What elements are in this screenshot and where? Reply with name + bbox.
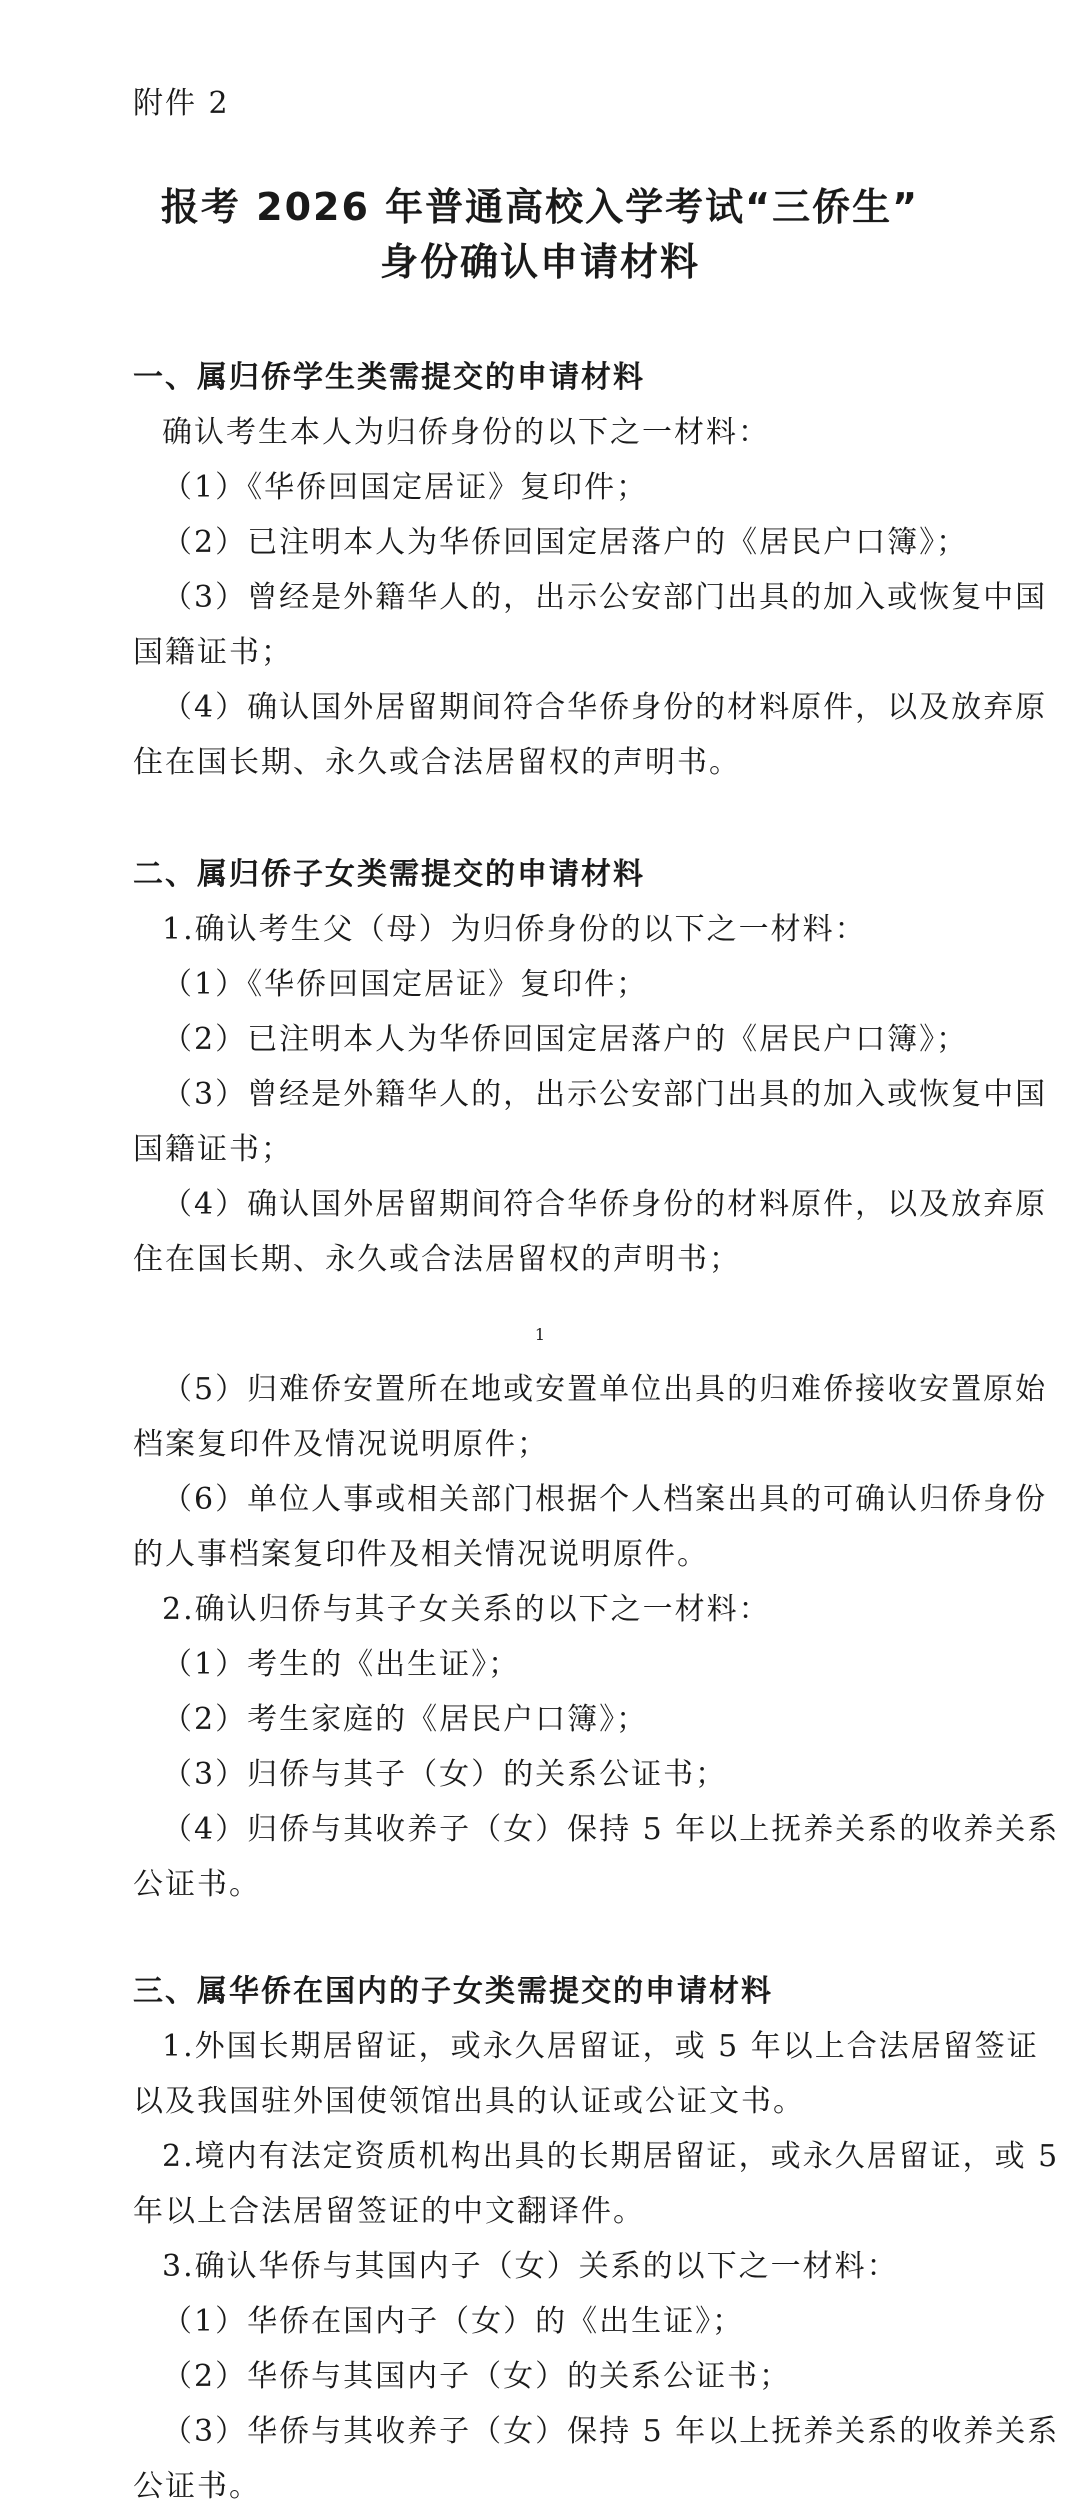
section-2-sub-1: 1.确认考生父（母）为归侨身份的以下之一材料： <box>162 912 867 947</box>
section-1-item-4-cont: 住在国长期、永久或合法居留权的声明书。 <box>133 745 741 780</box>
section-3-line-6: （1）华侨在国内子（女）的《出生证》； <box>162 2304 745 2339</box>
section-2-item-a3-cont: 国籍证书； <box>133 1132 293 1167</box>
section-2-item-a3: （3）曾经是外籍华人的，出示公安部门出具的加入或恢复中国 <box>162 1077 1048 1112</box>
section-1-item-1: （1）《华侨回国定居证》复印件； <box>162 470 649 505</box>
section-2-item-c1: （1）考生的《出生证》； <box>162 1647 521 1682</box>
section-2-item-a4: （4）确认国外居留期间符合华侨身份的材料原件，以及放弃原 <box>162 1187 1048 1222</box>
section-3-line-3: 2.境内有法定资质机构出具的长期居留证，或永久居留证，或 5 <box>162 2139 1060 2174</box>
section-3-line-1: 1.外国长期居留证，或永久居留证，或 5 年以上合法居留签证 <box>162 2029 1039 2064</box>
section-1-item-4: （4）确认国外居留期间符合华侨身份的材料原件，以及放弃原 <box>162 690 1048 725</box>
section-3-heading: 三、属华侨在国内的子女类需提交的申请材料 <box>133 1974 773 2009</box>
section-2-item-c3: （3）归侨与其子（女）的关系公证书； <box>162 1757 728 1792</box>
section-2-item-b6: （6）单位人事或相关部门根据个人档案出具的可确认归侨身份 <box>162 1482 1048 1517</box>
section-2-item-c2: （2）考生家庭的《居民户口簿》； <box>162 1702 649 1737</box>
document-title-line-1: 报考 2026 年普通高校入学考试“三侨生” <box>160 185 920 229</box>
section-2-item-a4-cont: 住在国长期、永久或合法居留权的声明书； <box>133 1242 741 1277</box>
section-2-heading: 二、属归侨子女类需提交的申请材料 <box>133 857 645 892</box>
section-3-line-9: 公证书。 <box>133 2469 261 2504</box>
section-3-line-4: 年以上合法居留签证的中文翻译件。 <box>133 2194 645 2229</box>
section-3-line-7: （2）华侨与其国内子（女）的关系公证书； <box>162 2359 792 2394</box>
page-number: 1 <box>534 1325 546 1344</box>
section-1-item-3: （3）曾经是外籍华人的，出示公安部门出具的加入或恢复中国 <box>162 580 1048 615</box>
section-2-item-b6-cont: 的人事档案复印件及相关情况说明原件。 <box>133 1537 709 1572</box>
section-1-heading: 一、属归侨学生类需提交的申请材料 <box>133 360 645 395</box>
section-2-item-a1: （1）《华侨回国定居证》复印件； <box>162 967 649 1002</box>
section-1-item-3-cont: 国籍证书； <box>133 635 293 670</box>
section-2-item-b5: （5）归难侨安置所在地或安置单位出具的归难侨接收安置原始 <box>162 1372 1048 1407</box>
section-3-line-8: （3）华侨与其收养子（女）保持 5 年以上抚养关系的收养关系 <box>162 2414 1060 2449</box>
section-2-item-c4-cont: 公证书。 <box>133 1867 261 1902</box>
section-1-item-2: （2）已注明本人为华侨回国定居落户的《居民户口簿》； <box>162 525 969 560</box>
section-2-sub-2: 2.确认归侨与其子女关系的以下之一材料： <box>162 1592 771 1627</box>
section-3-line-5: 3.确认华侨与其国内子（女）关系的以下之一材料： <box>162 2249 899 2284</box>
section-3-line-2: 以及我国驻外国使领馆出具的认证或公证文书。 <box>133 2084 805 2119</box>
section-2-item-b5-cont: 档案复印件及情况说明原件； <box>133 1427 549 1462</box>
document-title-line-2: 身份确认申请材料 <box>379 240 700 284</box>
section-1-intro: 确认考生本人为归侨身份的以下之一材料： <box>162 415 770 450</box>
section-2-item-c4: （4）归侨与其收养子（女）保持 5 年以上抚养关系的收养关系 <box>162 1812 1060 1847</box>
section-2-item-a2: （2）已注明本人为华侨回国定居落户的《居民户口簿》； <box>162 1022 969 1057</box>
attachment-label: 附件 2 <box>133 86 230 121</box>
